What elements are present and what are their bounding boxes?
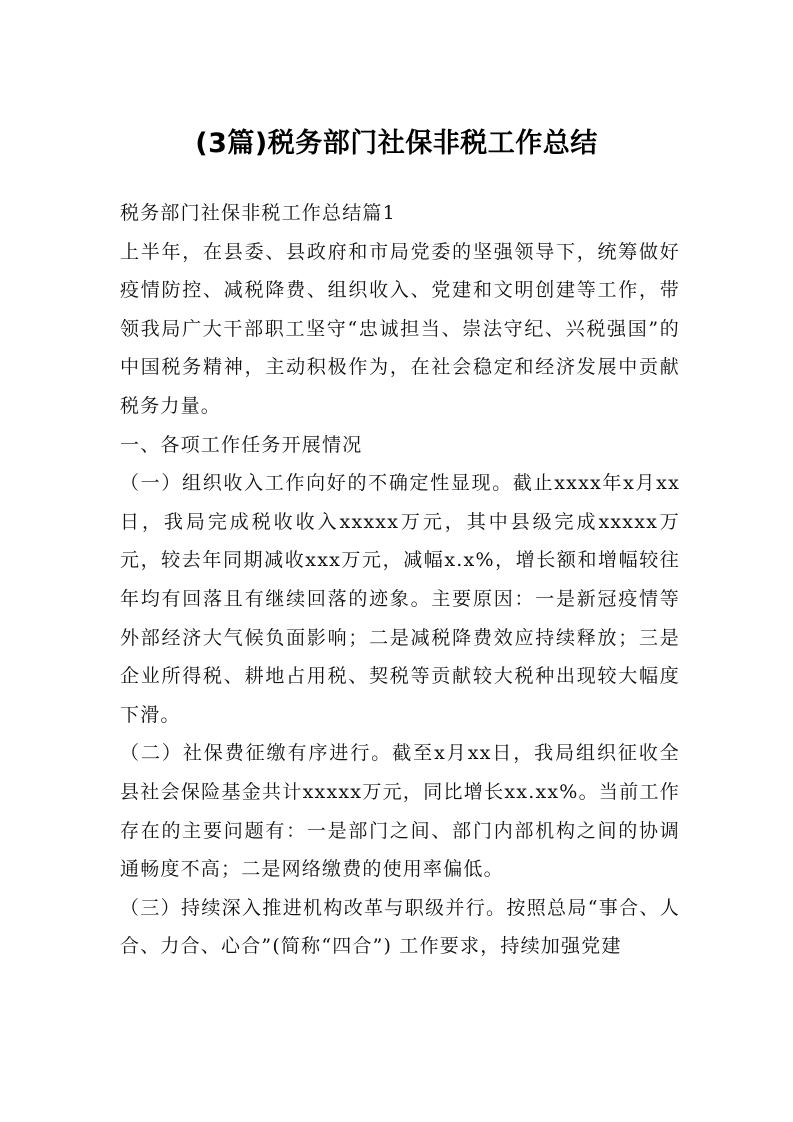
document-body [120,194,680,966]
paragraph-social-security: （二）社保费征缴有序进行。截至x月xx日，我局组织征收全县社会保险基金共计xxxxx万元，同比增长xx.xx%。当前工作存在的主要问题有：一是部门之间、部门内部机构之间的协调通畅度不高；二是网络缴费的使用率偏低。 [120,742,680,881]
section-heading-article-1: 税务部门社保非税工作总结篇1 [120,202,396,224]
section-heading-work-status: 一、各项工作任务开展情况 [120,433,363,456]
document-title: (3篇)税务部门社保非税工作总结 [195,128,598,159]
paragraph-institutional-reform: （三）持续深入推进机构改革与职级并行。按照总局“事合、人合、力合、心合”(简称“四合”) 工作要求，持续加强党建 [120,896,680,958]
paragraph-revenue: （一）组织收入工作向好的不确定性显现。截止xxxx年x月xx日，我局完成税收收入xxxxx万元，其中县级完成xxxxx万元，较去年同期减收xxx万元，减幅x.x%，增长额和增幅较往年均有回落且有继续回落的迹象。主要原因：一是新冠疫情等外部经济大气候负面影响；二是减税降费效应持续释放；三是企业所得税、耕地占用税、契税等贡献较大税种出现较大幅度下滑。 [120,472,680,726]
intro-paragraph: 上半年，在县委、县政府和市局党委的坚强领导下，统筹做好疫情防控、减税降费、组织收入、党建和文明创建等工作，带领我局广大干部职工坚守“忠诚担当、崇法守纪、兴税强国”的中国税务精神，主动积极作为，在社会稳定和经济发展中贡献税务力量。 [120,240,680,417]
